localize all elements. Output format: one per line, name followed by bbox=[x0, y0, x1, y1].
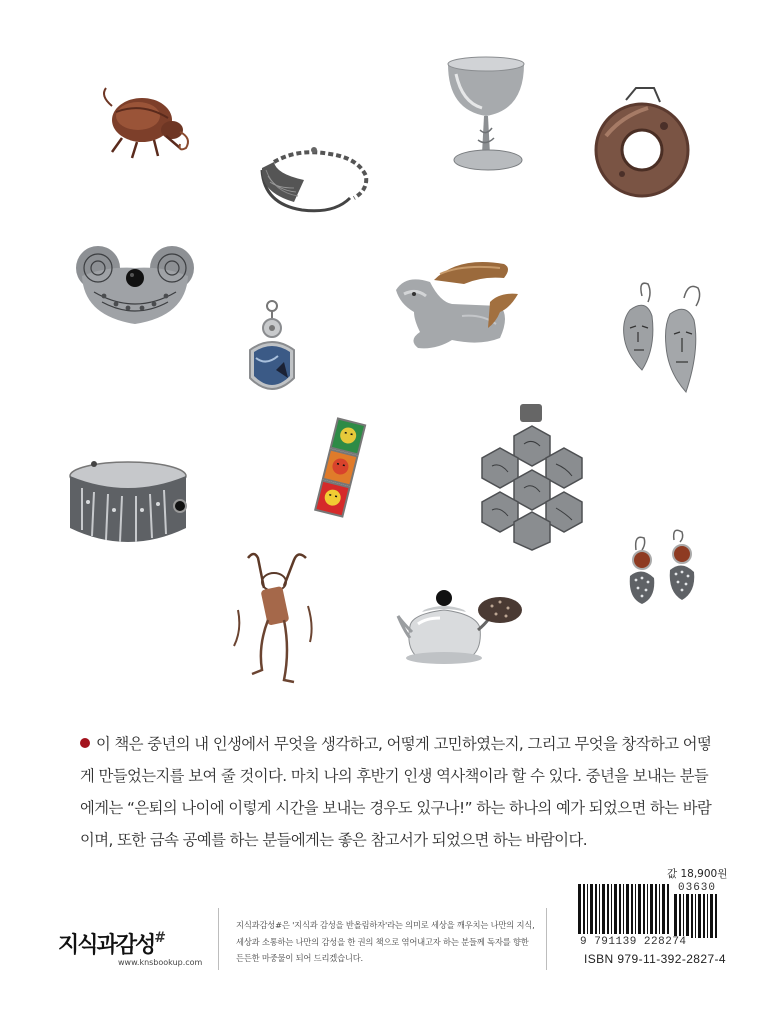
barcode-bar bbox=[698, 894, 701, 938]
barcode-bar bbox=[631, 884, 633, 934]
barcode-bar bbox=[647, 884, 648, 934]
barcode-bar bbox=[607, 884, 609, 934]
barcode-bar bbox=[638, 884, 641, 934]
barcode-bar bbox=[590, 884, 593, 934]
publisher-logo-mark: # bbox=[154, 930, 166, 946]
barcode-bar bbox=[679, 894, 681, 938]
barcode-bar bbox=[650, 884, 653, 934]
copper-stick-figure-image bbox=[228, 550, 324, 690]
barcode-bar bbox=[643, 884, 645, 934]
barcode-bar bbox=[703, 894, 705, 938]
divider-right bbox=[546, 908, 547, 970]
publisher-logo bbox=[58, 928, 166, 959]
barcode-bar bbox=[587, 884, 588, 934]
barcode-bar bbox=[619, 884, 621, 934]
barcode-bar bbox=[710, 894, 713, 938]
barcode-bar bbox=[626, 884, 629, 934]
book-description-text: 이 책은 중년의 내 인생에서 무엇을 생각하고, 어떻게 고민하였는지, 그리고 무엇을 창작하고 어떻게 만들었는지를 보여 줄 것이다. 마치 나의 후반기 인생 역사책이라 할 수 있다. 중년을 보내는 분들에게는 “은퇴의 나이에 이렇게 시간을 보내는 경우도 있구나!” 하는 하나의 예가 되었으면 하는 바람이며, 또한 금속 공예를 하는 분들에게는 좋은 참고서가 되었으면 하는 바람이다. bbox=[80, 735, 712, 849]
enamel-face-tiles-image bbox=[312, 418, 364, 518]
copper-ring-pendant-image bbox=[592, 86, 692, 206]
barcode-bar bbox=[662, 884, 665, 934]
barcode-bar bbox=[695, 894, 696, 938]
publisher-url: www.knsbookup.com bbox=[118, 958, 203, 967]
barcode-bar bbox=[667, 884, 669, 934]
barcode-bar bbox=[602, 884, 605, 934]
isbn-barcode bbox=[578, 884, 670, 938]
barcode-bar bbox=[659, 884, 660, 934]
barcode-bar bbox=[578, 884, 581, 934]
mask-earrings-image bbox=[612, 280, 708, 396]
publisher-logo-text: 지식과감성 bbox=[58, 933, 155, 958]
barcode-bar bbox=[614, 884, 617, 934]
silver-teapot-image bbox=[396, 586, 528, 670]
dotted-earrings-image bbox=[622, 530, 708, 614]
filigree-pendant-image bbox=[74, 246, 196, 326]
barcode-number: 9 791139 228274 bbox=[580, 936, 687, 948]
engraved-bracelet-image bbox=[254, 140, 372, 220]
hexagon-brooch-image bbox=[474, 402, 592, 542]
cuff-bracelet-image bbox=[64, 458, 194, 554]
barcode-bar bbox=[691, 894, 693, 938]
barcode-bar bbox=[595, 884, 597, 934]
publisher-description: 지식과감성#은 '지식과 감성을 반올림하자'라는 의미로 세상을 깨우치는 나만의 지식, 세상과 소통하는 나만의 감성을 한 권의 책으로 엮어내고자 하는 분들께 독자를 향한 든든한 마중물이 되어 드리겠습니다. bbox=[236, 920, 535, 963]
copper-beetle-image bbox=[92, 82, 196, 166]
barcode-bar bbox=[674, 894, 677, 938]
price-label: 값 18,900원 bbox=[667, 868, 728, 880]
silver-goat-image bbox=[392, 254, 536, 358]
barcode-bar bbox=[583, 884, 585, 934]
barcode-bar bbox=[599, 884, 600, 934]
isbn-number: ISBN 979-11-392-2827-4 bbox=[584, 952, 726, 966]
barcode-bar bbox=[686, 894, 689, 938]
book-description bbox=[80, 728, 720, 856]
addon-barcode bbox=[674, 894, 720, 940]
barcode-bar bbox=[611, 884, 612, 934]
barcode-bar bbox=[707, 894, 708, 938]
barcode-bar bbox=[623, 884, 624, 934]
barcode-bar bbox=[683, 894, 684, 938]
bullet-icon bbox=[80, 738, 90, 748]
silver-goblet-image bbox=[442, 54, 532, 176]
addon-code: 03630 bbox=[678, 882, 717, 894]
divider-left bbox=[218, 908, 219, 970]
enamel-pendant-image bbox=[246, 300, 300, 400]
barcode-bar bbox=[635, 884, 636, 934]
barcode-bar bbox=[715, 894, 717, 938]
barcode-bar bbox=[655, 884, 657, 934]
